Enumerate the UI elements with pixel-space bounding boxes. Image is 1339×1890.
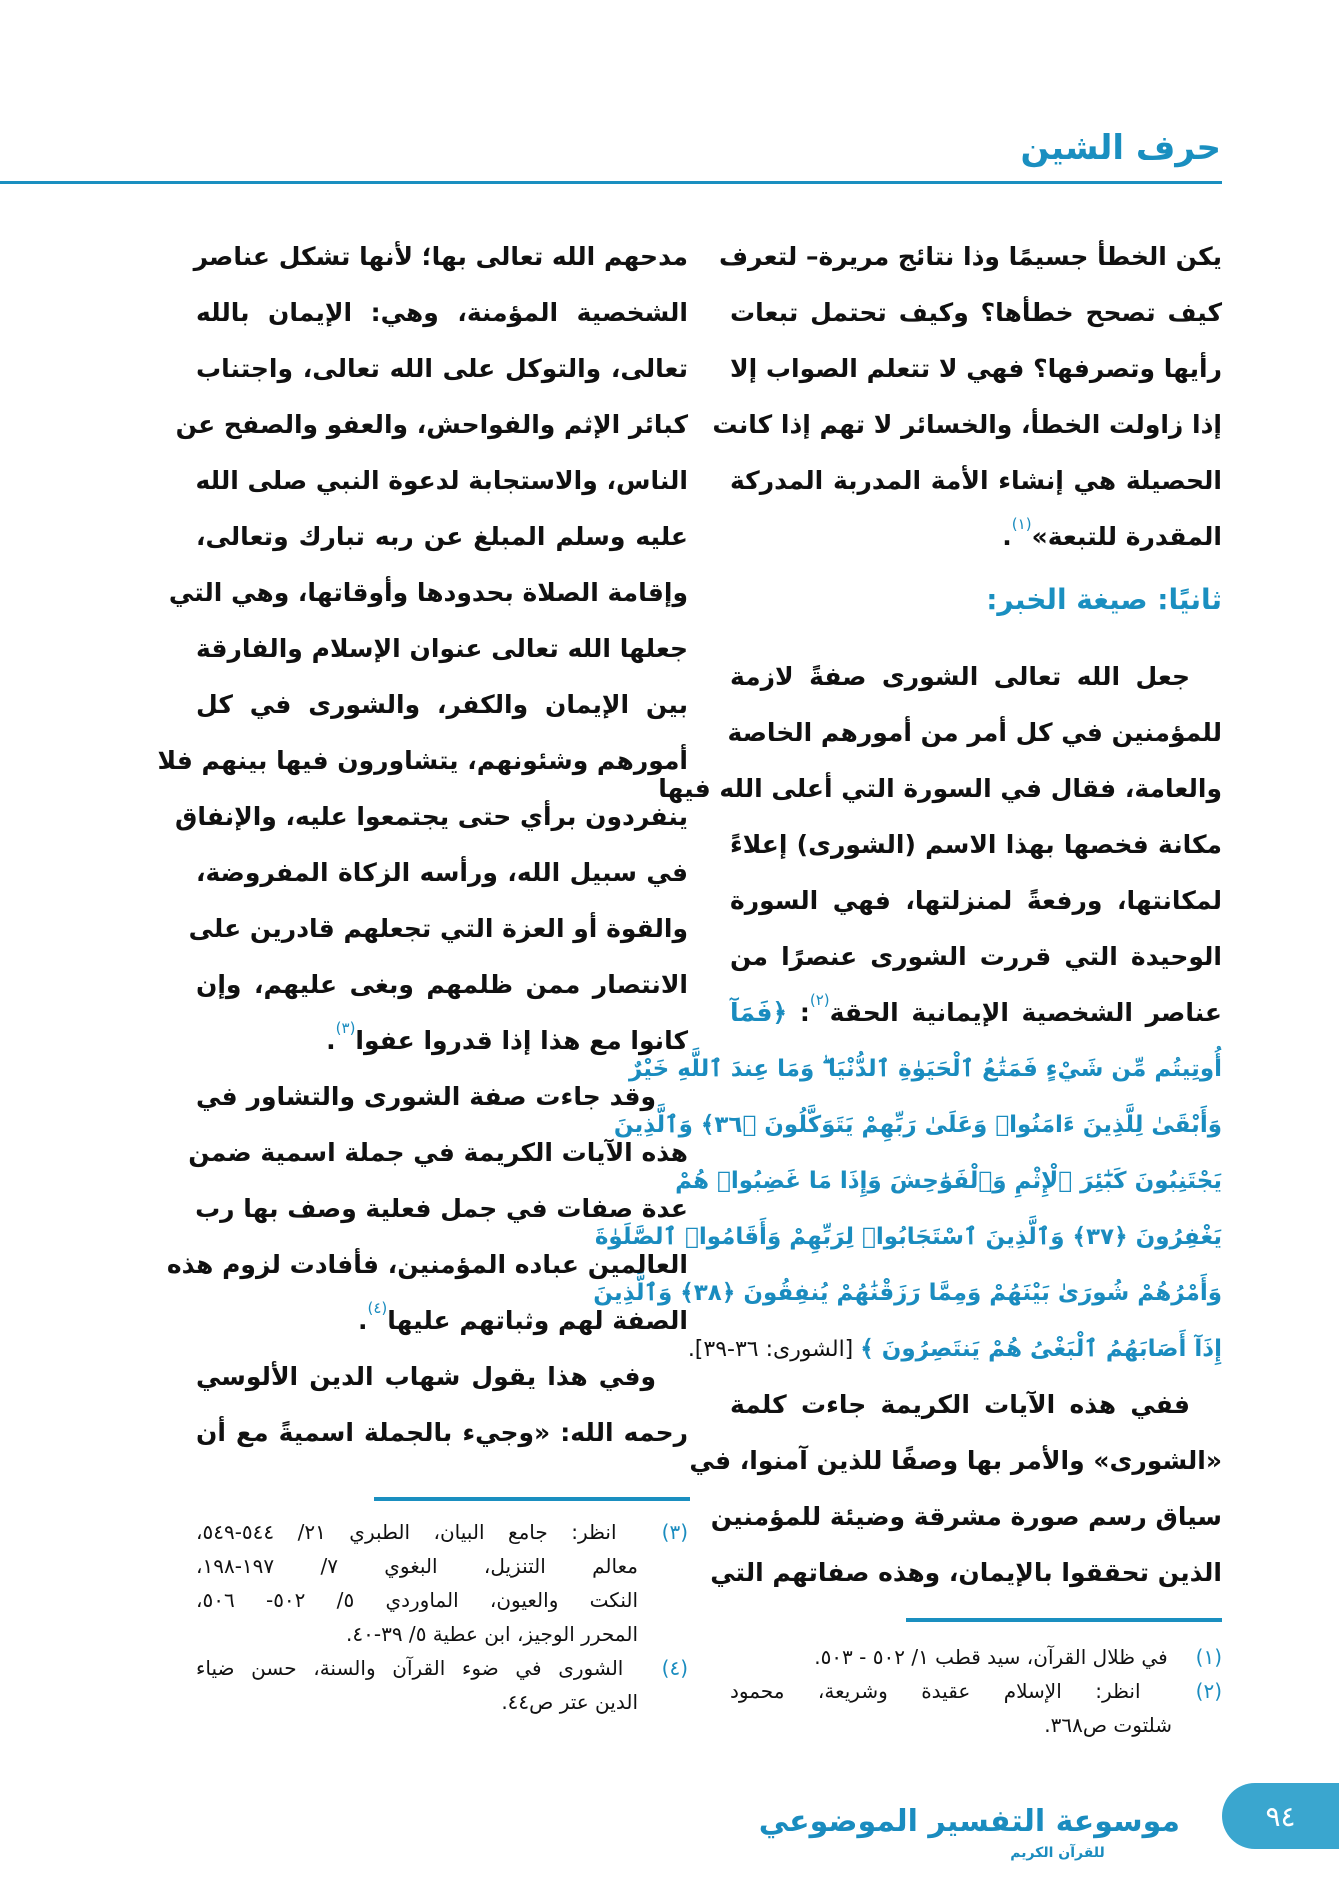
text: عناصر الشخصية الإيمانية الحقة: [829, 998, 1223, 1027]
quran-line: وَأَمْرُهُمْ شُورَىٰ بَيْنَهُمْ وَمِمَّا رَزَقْنَٰهُمْ يُنفِقُونَ ﴿٣٨﴾ وَٱلَّذِينَ: [593, 1280, 1222, 1306]
quran-line: [687, 1321, 1222, 1377]
text-line: وإقامة الصلاة بحدودها وأوقاتها، وهي التي: [168, 578, 688, 607]
text-line: الصفة لهم وثباتهم عليها$^{(٤)}$.: [357, 1299, 688, 1335]
footnote-1: [730, 1640, 1222, 1674]
text-line: عليه وسلم المبلغ عن ربه تبارك وتعالى،: [196, 522, 688, 551]
right-column: [593, 229, 1223, 1601]
text-line: في سبيل الله، ورأسه الزكاة المفروضة،: [196, 858, 688, 887]
text-line: [730, 985, 1222, 1041]
quran-line: يَغْفِرُونَ ﴿٣٧﴾ وَٱلَّذِينَ ٱسْتَجَابُوا۟ لِرَبِّهِمْ وَأَقَامُوا۟ ٱلصَّلَوٰةَ: [594, 1224, 1222, 1250]
text-line: رحمه الله: «وجيء بالجملة اسميةً مع أن: [196, 1418, 688, 1447]
footnote-ref-2[interactable]: (٢): [809, 991, 830, 1009]
encyclopedia-logo: [758, 1800, 1180, 1862]
text-line: ففي هذه الآيات الكريمة جاءت كلمة: [730, 1390, 1190, 1419]
footnote-number: (٣): [661, 1520, 688, 1544]
footnote-text: شلتوت ص٣٦٨.: [1044, 1713, 1172, 1737]
logo-subtitle: للقرآن الكريم: [1010, 1845, 1105, 1861]
page-number-text: ٩٤: [1265, 1799, 1296, 1833]
text-line: والقوة أو العزة التي تجعلهم قادرين على: [188, 914, 688, 943]
quran-line: وَأَبْقَىٰ لِلَّذِينَ ءَامَنُوا۟ وَعَلَىٰ رَبِّهِمْ يَتَوَكَّلُونَ ﴿٣٦﴾ وَٱلَّذِينَ: [613, 1112, 1222, 1138]
footnote-text: الدين عتر ص٤٤.: [501, 1690, 638, 1714]
quran-text: إِذَآ أَصَابَهُمُ ٱلْبَغْىُ هُمْ يَنتَصِرُونَ ﴾: [860, 1336, 1222, 1362]
footnote-divider: [374, 1497, 690, 1501]
quran-line: يَجْتَنِبُونَ كَبَٰٓئِرَ ٱلْإِثْمِ وَٱلْفَوَٰحِشَ وَإِذَا مَا غَضِبُوا۟ هُمْ: [675, 1168, 1222, 1194]
text-line: الناس، والاستجابة لدعوة النبي صلى الله: [195, 466, 688, 495]
text-line: أمورهم وشئونهم، يتشاورون فيها بينهم فلا: [157, 746, 688, 775]
text-line: [730, 509, 1222, 565]
section-heading: ثانيًا: صيغة الخبر:: [986, 583, 1222, 616]
quran-text: ﴿فَمَآ: [730, 998, 788, 1027]
text-line: الوحيدة التي قررت الشورى عنصرًا من: [730, 942, 1222, 971]
footnote-number: (١): [1195, 1645, 1222, 1669]
footnote-text: انظر: جامع البيان، الطبري ٢١/ ٥٤٤-٥٤٩،: [196, 1520, 617, 1544]
footnote-ref-4[interactable]: (٤): [367, 1299, 388, 1317]
text: المقدرة للتبعة»: [1031, 522, 1222, 551]
text-line: هذه الآيات الكريمة في جملة اسمية ضمن: [188, 1138, 688, 1167]
logo-title: موسوعة التفسير الموضوعي: [758, 1804, 1180, 1839]
text-line: الشخصية المؤمنة، وهي: الإيمان بالله: [196, 298, 688, 327]
text-line: يكن الخطأ جسيمًا وذا نتائج مريرة– لتعرف: [718, 242, 1222, 271]
text-line: بين الإيمان والكفر، والشورى في كل: [196, 690, 688, 719]
text-line: والعامة، فقال في السورة التي أعلى الله فيها: [658, 774, 1222, 803]
text-line: العالمين عباده المؤمنين، فأفادت لزوم هذه: [166, 1250, 688, 1279]
footnote-ref-1[interactable]: (١): [1011, 515, 1032, 533]
text-line: كيف تصحح خطأها؟ وكيف تحتمل تبعات: [730, 298, 1222, 327]
footnote-text: النكت والعيون، الماوردي ٥/ ٥٠٢- ٥٠٦،: [196, 1588, 638, 1612]
footnote-text: في ظلال القرآن، سيد قطب ١/ ٥٠٢ - ٥٠٣.: [814, 1645, 1168, 1669]
text-line: ينفردون برأي حتى يجتمعوا عليه، والإنفاق: [174, 802, 688, 831]
footnotes-left: [196, 1515, 688, 1719]
footnote-text: معالم التنزيل، البغوي ٧/ ١٩٧-١٩٨،: [196, 1554, 638, 1578]
text-line: «الشورى» والأمر بها وصفًا للذين آمنوا، في: [689, 1446, 1222, 1475]
footnote-text: الشورى في ضوء القرآن والسنة، حسن ضياء: [196, 1656, 624, 1680]
footnote-3: [196, 1515, 688, 1549]
left-column: [157, 229, 688, 1461]
footnote-text: انظر: الإسلام عقيدة وشريعة، محمود: [730, 1679, 1141, 1703]
text: كانوا مع هذا إذا قدروا عفوا: [355, 1026, 688, 1055]
text-line: رأيها وتصرفها؟ فهي لا تتعلم الصواب إلا: [730, 354, 1222, 383]
footnotes-right: [730, 1640, 1222, 1742]
text: :: [787, 998, 810, 1027]
text-line: جعلها الله تعالى عنوان الإسلام والفارقة: [196, 634, 688, 663]
text-line: مدحهم الله تعالى بها؛ لأنها تشكل عناصر: [193, 242, 688, 271]
page-number: [1222, 1783, 1339, 1849]
text-line: مكانة فخصها بهذا الاسم (الشورى) إعلاءً: [730, 830, 1222, 859]
text-line: للمؤمنين في كل أمر من أمورهم الخاصة: [727, 718, 1222, 747]
footnote-number: (٢): [1195, 1679, 1222, 1703]
text-line: عدة صفات في جمل فعلية وصف بها رب: [195, 1194, 688, 1223]
footnote-text: المحرر الوجيز، ابن عطية ٥/ ٣٩-٤٠.: [346, 1622, 638, 1646]
footnote-divider: [906, 1618, 1222, 1622]
footnote-ref-3[interactable]: (٣): [335, 1019, 356, 1037]
quran-reference: [الشورى: ٣٦-٣٩].: [687, 1337, 861, 1362]
text-line: الحصيلة هي إنشاء الأمة المدربة المدركة: [730, 466, 1222, 495]
text-line: الانتصار ممن ظلمهم وبغى عليهم، وإن: [196, 970, 688, 999]
header-divider: [0, 181, 1222, 184]
footnote-4: [196, 1651, 688, 1685]
text: الصفة لهم وثباتهم عليها: [387, 1306, 688, 1335]
text-line: وفي هذا يقول شهاب الدين الألوسي: [196, 1362, 656, 1391]
text-line: جعل الله تعالى الشورى صفةً لازمة: [730, 662, 1190, 691]
text: .: [1002, 522, 1012, 551]
text-line: تعالى، والتوكل على الله تعالى، واجتناب: [196, 354, 688, 383]
footnote-number: (٤): [661, 1656, 688, 1680]
text-line: سياق رسم صورة مشرقة وضيئة للمؤمنين: [710, 1502, 1222, 1531]
quran-line: أُوتِيتُم مِّن شَيْءٍ فَمَتَٰعُ ٱلْحَيَوٰةِ ٱلدُّنْيَا ۖ وَمَا عِندَ ٱللَّهِ خَيْرٌ: [628, 1056, 1222, 1082]
text-line: وقد جاءت صفة الشورى والتشاور في: [196, 1082, 656, 1111]
text-line: الذين تحققوا بالإيمان، وهذه صفاتهم التي: [710, 1558, 1222, 1587]
text-line: إذا زاولت الخطأ، والخسائر لا تهم إذا كانت: [712, 410, 1222, 439]
text-line: كبائر الإثم والفواحش، والعفو والصفح عن: [175, 410, 688, 439]
footnote-2: [730, 1674, 1222, 1708]
text-line: لمكانتها، ورفعةً لمنزلتها، فهي السورة: [730, 886, 1222, 915]
chapter-title: حرف الشين: [1020, 128, 1221, 168]
text-line: كانوا مع هذا إذا قدروا عفوا$^{(٣)}$.: [326, 1019, 688, 1055]
